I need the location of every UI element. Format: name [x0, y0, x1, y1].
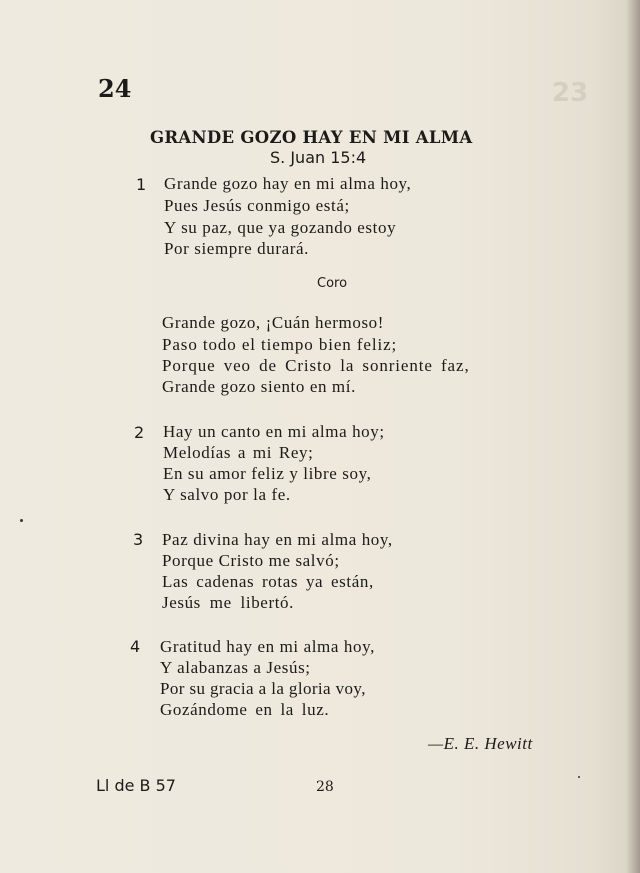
footer-reference: Ll de B 57	[96, 776, 176, 795]
verse-line: Gozándome en la luz.	[160, 700, 330, 719]
verse-line: Y alabanzas a Jesús;	[160, 658, 311, 677]
verse-line: Y su paz, que ya gozando estoy	[164, 218, 397, 237]
verse-number: 4	[130, 637, 141, 656]
chorus-label: Coro	[317, 276, 348, 291]
verse-number: 1	[136, 175, 147, 194]
verse-line: Las cadenas rotas ya están,	[162, 572, 374, 591]
verse-line: En su amor feliz y libre soy,	[163, 464, 372, 483]
verse-line: Y salvo por la fe.	[163, 485, 291, 504]
verse-line: Grande gozo hay en mi alma hoy,	[164, 174, 412, 193]
verse-number: 3	[133, 530, 144, 549]
page-number: 28	[316, 779, 334, 795]
author-credit: —E. E. Hewitt	[428, 734, 533, 753]
hymn-title: GRANDE GOZO HAY EN MI ALMA	[150, 128, 473, 147]
verse-line: Gratitud hay en mi alma hoy,	[160, 637, 375, 656]
print-speck	[20, 519, 23, 522]
verse-line: Pues Jesús conmigo está;	[164, 196, 350, 215]
verse-line: Melodías a mi Rey;	[163, 443, 314, 462]
chorus-line: Grande gozo siento en mí.	[162, 377, 356, 396]
verse-line: Por siempre durará.	[164, 239, 309, 258]
verse-line: Hay un canto en mi alma hoy;	[163, 422, 385, 441]
bleed-through-number: 23	[552, 78, 589, 108]
chorus-line: Porque veo de Cristo la sonriente faz,	[162, 356, 470, 375]
scripture-reference: S. Juan 15:4	[270, 148, 367, 167]
verse-line: Jesús me libertó.	[162, 593, 294, 612]
print-speck	[578, 776, 580, 778]
verse-number: 2	[134, 423, 145, 442]
verse-line: Paz divina hay en mi alma hoy,	[162, 530, 393, 549]
chorus-line: Grande gozo, ¡Cuán hermoso!	[162, 313, 385, 332]
hymn-number: 24	[98, 74, 132, 103]
page-edge-shadow	[626, 0, 640, 873]
verse-line: Porque Cristo me salvó;	[162, 551, 340, 570]
verse-line: Por su gracia a la gloria voy,	[160, 679, 366, 698]
chorus-line: Paso todo el tiempo bien feliz;	[162, 335, 398, 354]
